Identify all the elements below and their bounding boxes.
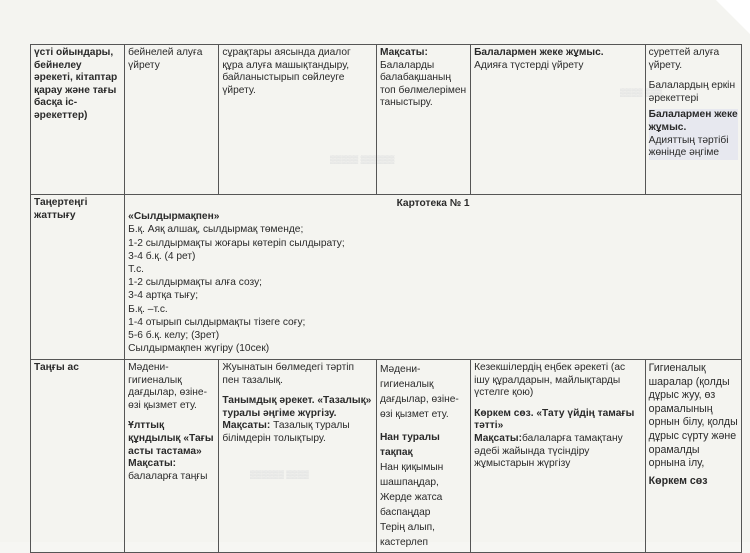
goal-title: Мақсаты: xyxy=(474,432,523,444)
rhyme-line: Жерде жатса баспаңдар xyxy=(379,492,443,518)
exercise-cell xyxy=(125,195,742,360)
rhyme-line: Терің алып, кастерлеп xyxy=(379,522,435,548)
value-title: Ұлттық құндылық «Тағы асты тастама» xyxy=(128,420,214,457)
exercise-line: 5-6 б.қ. келу; (3рет) xyxy=(128,330,220,342)
cell-text: сұрақтары аясында диалог құра алуға машықтандыру, байланыстырып сөйлеуге үйрету. xyxy=(222,47,351,96)
exercise-lines xyxy=(128,223,738,355)
cell-text: Мәдени-гигиеналық дағдылар, өзіне-өзі қызмет ету. xyxy=(128,362,207,411)
cell-text: Кезекшілердің еңбек әрекеті (ас ішу құралдарын, майлықтарды үстелге қою) xyxy=(474,362,626,399)
rhyme-title: Нан туралы тақпақ xyxy=(379,432,440,458)
card-index-number: Картотека № 1 xyxy=(396,198,470,209)
goal-text: Балаларды балабақшаның топ бөлмелерімен таныстыру. xyxy=(379,59,467,109)
activity-label-cell xyxy=(31,195,125,360)
rhyme-lines xyxy=(380,460,467,550)
folded-corner xyxy=(716,0,750,34)
table-cell xyxy=(376,45,470,195)
activity-label-cell xyxy=(31,45,125,195)
individual-work-title: Балалармен жеке жұмыс. xyxy=(648,109,738,133)
table-cell xyxy=(471,45,646,195)
activity-label: Таңғы ас xyxy=(34,362,79,373)
table-cell xyxy=(645,360,741,553)
exercise-line: Сылдырмақпен жүгіру (10сек) xyxy=(128,343,270,355)
daily-schedule-table xyxy=(30,44,742,553)
goal-title: Мақсаты: xyxy=(222,420,271,432)
individual-work-text: Адияға түстерді үйрету xyxy=(474,59,584,71)
table-row xyxy=(31,45,742,195)
artistic-word-title: Көркем сөз xyxy=(648,474,708,487)
bleed-through-text: ▒▒▒▒▒ ▒▒▒▒▒▒ xyxy=(330,155,395,164)
cell-text: суреттей алуға үйрету. xyxy=(648,47,720,71)
exercise-heading: «Сылдырмақпен» xyxy=(128,211,220,223)
cell-text: Балалардың еркін әрекеттері xyxy=(648,80,736,104)
goal-text: балаларға таңғы xyxy=(128,470,208,482)
bleed-through-text: ▒▒▒▒ ▒▒▒ xyxy=(620,88,662,97)
cell-text: Гигиеналық шаралар (қолды дұрыс жуу, өз орамалының орнын білу, қолды дұрыс сүрту және орамалды орнына ілу, xyxy=(648,362,738,470)
table-row xyxy=(31,195,742,360)
exercise-line: 1-4 отырып сылдырмақты тізеге соғу; xyxy=(128,316,306,328)
goal-title: Мақсаты: xyxy=(379,47,428,58)
table-cell xyxy=(376,360,470,553)
table-cell xyxy=(645,45,741,195)
table-cell xyxy=(219,360,377,553)
goal-title: Мақсаты: xyxy=(128,458,177,470)
exercise-line: Б.қ. Аяқ алшақ, сылдырмақ төменде; xyxy=(128,224,304,236)
table-row xyxy=(31,360,742,553)
table-cell xyxy=(219,45,377,195)
activity-label-cell xyxy=(31,360,125,553)
exercise-line: 3-4 б.қ. (4 рет) xyxy=(128,250,196,262)
goal-text: балаларға тамақтану әдебі жайында түсіндіру жұмыстарын жүргізу xyxy=(474,432,623,470)
exercise-line: 1-2 сылдырмақты алға созу; xyxy=(128,277,263,289)
individual-work-title: Балалармен жеке жұмыс. xyxy=(474,47,604,58)
table-cell xyxy=(125,45,219,195)
cell-text: Жуынатын бөлмедегі тәртіп пен тазалық. xyxy=(222,362,355,386)
exercise-line: Б.қ. –т.с. xyxy=(128,303,168,315)
activity-title: Танымдық әрекет. «Тазалық» туралы әңгіме жүргізу. xyxy=(222,395,372,419)
individual-work-text: Адияттың тәртібі жөнінде әңгіме xyxy=(649,135,738,160)
table-cell xyxy=(125,360,219,553)
cell-text: Мәдени-гигиеналық дағдылар, өзіне-өзі қызмет ету. xyxy=(379,364,459,420)
exercise-line: Т.с. xyxy=(128,264,145,276)
rhyme-line: Нан қиқымын шашпаңдар, xyxy=(379,462,444,488)
cell-text: бейнелей алуға үйрету xyxy=(128,47,203,71)
bleed-through-text: ▒▒▒▒▒▒ ▒▒▒▒ xyxy=(250,470,309,479)
table-cell xyxy=(471,360,646,553)
activity-label: Таңертеңгі жаттығу xyxy=(34,197,88,221)
artistic-word-title: Көркем сөз. «Тату үйдің тамағы тәтті» xyxy=(474,407,635,432)
exercise-line: 1-2 сылдырмақты жоғары көтеріп сылдырату; xyxy=(128,237,345,249)
goal-text: Тазалық туралы білімдерін толықтыру. xyxy=(222,420,350,444)
exercise-line: 3-4 артқа тығу; xyxy=(128,290,199,302)
activity-label: үсті ойындары, бейнелеу әрекеті, кітаптар қарау және тағы басқа іс-әрекеттер) xyxy=(34,47,118,121)
